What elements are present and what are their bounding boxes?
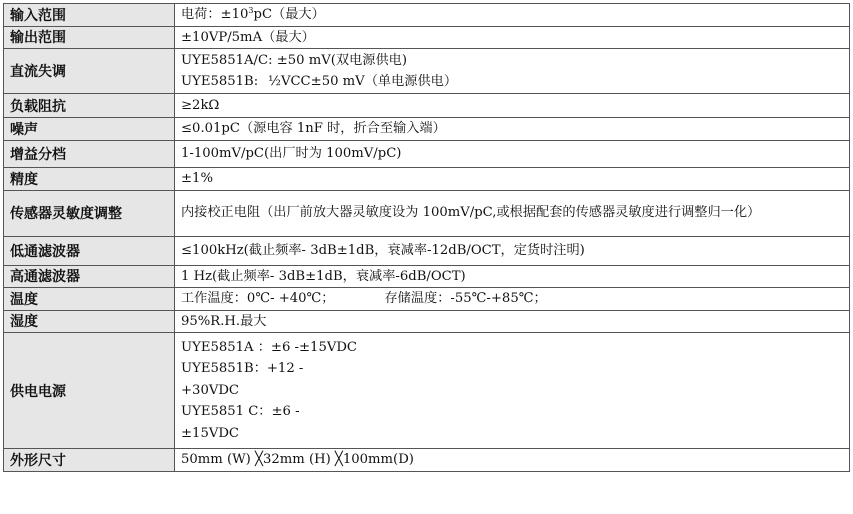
table-row <box>4 167 850 190</box>
table-row <box>4 190 850 236</box>
row-label: 负载阻抗 <box>4 94 175 118</box>
table-row <box>4 118 850 141</box>
table-row <box>4 140 850 167</box>
row-label: 低通滤波器 <box>4 236 175 265</box>
row-label: 传感器灵敏度调整 <box>4 190 175 236</box>
row-value: 工作温度：0℃- +40℃； 存储温度：-55℃-+85℃； <box>175 288 850 311</box>
row-label: 直流失调 <box>4 49 175 94</box>
row-value: 95%R.H.最大 <box>175 310 850 333</box>
row-label: 湿度 <box>4 310 175 333</box>
row-label: 供电电源 <box>4 333 175 449</box>
table-row <box>4 236 850 265</box>
row-value: ≥2kΩ <box>175 94 850 118</box>
row-value: 50mm (W) ╳32mm (H) ╳100mm(D) <box>175 449 850 472</box>
row-label: 外形尺寸 <box>4 449 175 472</box>
row-value: 1 Hz(截止频率- 3dB±1dB，衰减率-6dB/OCT) <box>175 265 850 288</box>
table-row <box>4 26 850 49</box>
row-value: ±10VP/5mA（最大） <box>175 26 850 49</box>
row-label: 温度 <box>4 288 175 311</box>
row-label: 精度 <box>4 167 175 190</box>
row-value: ≤0.01pC（源电容 1nF 时，折合至输入端） <box>175 118 850 141</box>
row-value: 电荷：$\pm 10^3pC$（最大） <box>175 4 850 27</box>
spec-table <box>3 3 850 472</box>
table-row <box>4 49 850 94</box>
row-value: UYE5851A/C: ±50 mV(双电源供电) UYE5851B: ½VCC±50 mV（单电源供电） <box>175 49 850 94</box>
row-label: 输出范围 <box>4 26 175 49</box>
row-label: 高通滤波器 <box>4 265 175 288</box>
row-label: 增益分档 <box>4 140 175 167</box>
row-value: UYE5851A ：±6 -±15VDC UYE5851B：+12 - +30VDC UYE5851 C：±6 - ±15VDC <box>175 333 850 449</box>
table-row <box>4 333 850 449</box>
table-row <box>4 265 850 288</box>
row-value: ±1% <box>175 167 850 190</box>
row-label: 输入范围 <box>4 4 175 27</box>
row-value: ≤100kHz(截止频率- 3dB±1dB，衰减率-12dB/OCT，定货时注明) <box>175 236 850 265</box>
table-row <box>4 94 850 118</box>
row-value: 1-100mV/pC(出厂时为 100mV/pC) <box>175 140 850 167</box>
table-row <box>4 288 850 311</box>
table-row <box>4 4 850 27</box>
table-row <box>4 449 850 472</box>
row-label: 噪声 <box>4 118 175 141</box>
table-row <box>4 310 850 333</box>
row-value: 内接校正电阻（出厂前放大器灵敏度设为 100mV/pC,或根据配套的传感器灵敏度进行调整归一化） <box>175 190 850 236</box>
